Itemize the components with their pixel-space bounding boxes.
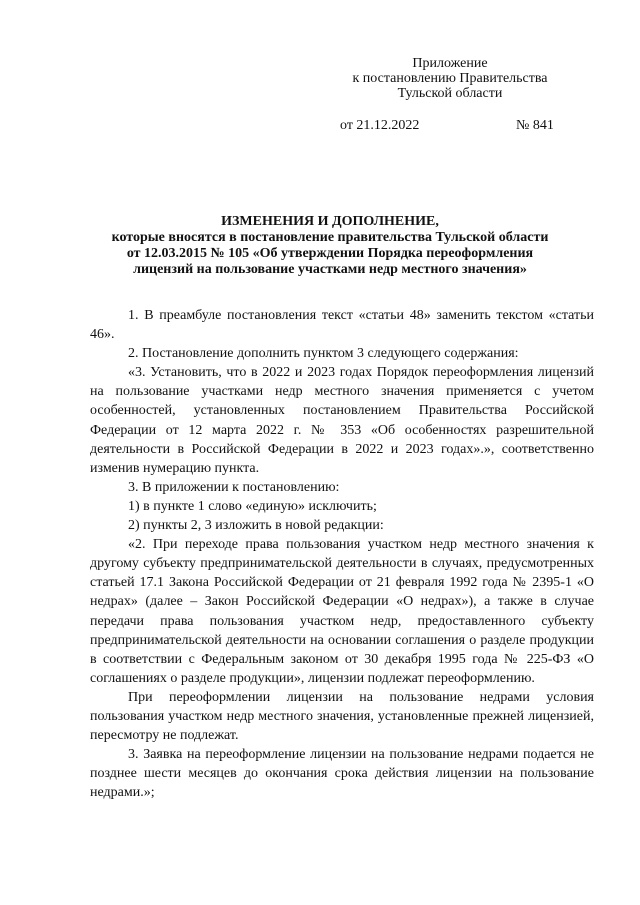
title-line: лицензий на пользование участками недр местного значения» xyxy=(133,262,527,277)
annex-line: к постановлению Правительства xyxy=(352,71,548,86)
title-line: от 12.03.2015 № 105 «Об утверждении Порядка переоформления xyxy=(126,246,534,261)
title-line: которые вносятся в постановление правительства Тульской области xyxy=(111,230,549,245)
body-paragraph: «3. Установить, что в 2022 и 2023 годах Порядок переоформления лицензий на пользование участками недр местного значения применяется с учетом особенностей, установленных постановлением Правительства Российской Федерации от 12 марта 2022 г. № 353 «Об особенностях разрешительной деятельности в Российской Федерации в 2022 и 2023 годах».», соответственно изменив нумерацию пункта. xyxy=(90,365,594,476)
annex-line: Тульской области xyxy=(397,86,503,101)
annex-line: Приложение xyxy=(412,56,488,71)
body-paragraph: 2) пункты 2, 3 изложить в новой редакции: xyxy=(128,518,384,534)
resolution-number: № 841 xyxy=(516,118,554,133)
title-line: ИЗМЕНЕНИЯ И ДОПОЛНЕНИЕ, xyxy=(221,214,439,229)
body-paragraph: 3. Заявка на переоформление лицензии на пользование недрами подается не позднее шести месяцев до окончания срока действия лицензии на пользование недрами.»; xyxy=(90,747,594,801)
body-paragraph: 1) в пункте 1 слово «единую» исключить; xyxy=(128,498,377,514)
body-paragraph: 2. Постановление дополнить пунктом 3 следующего содержания: xyxy=(128,346,519,362)
document-body xyxy=(90,306,594,802)
body-paragraph: При переоформлении лицензии на пользование недрами условия пользования участком недр местного значения, установленные прежней лицензией, пересмотру не подлежат. xyxy=(90,689,594,744)
body-paragraph: 3. В приложении к постановлению: xyxy=(128,479,340,495)
body-paragraph: 1. В преамбуле постановления текст «статьи 48» заменить текстом «статьи 46». xyxy=(90,308,594,343)
resolution-date: от 21.12.2022 xyxy=(340,118,420,133)
document-title xyxy=(60,214,600,278)
body-paragraph: «2. При переходе права пользования участком недр местного значения к другому субъекту предпринимательской деятельности в случаях, предусмотренных статьей 17.1 Закона Российской Федерации от 21 февраля 1992 года № 2395-1 «О недрах» (далее – Закон Российской Федерации «О недрах»), а также в случае передачи права пользования участком недр, предоставленного субъекту предпринимательской деятельности на основании соглашения о разделе продукции в соответствии с Федеральным законом от 30 декабря 1995 года № 225-ФЗ «О соглашениях о разделе продукции», лицензии подлежат переоформлению. xyxy=(90,537,594,686)
annex-header xyxy=(300,56,600,101)
